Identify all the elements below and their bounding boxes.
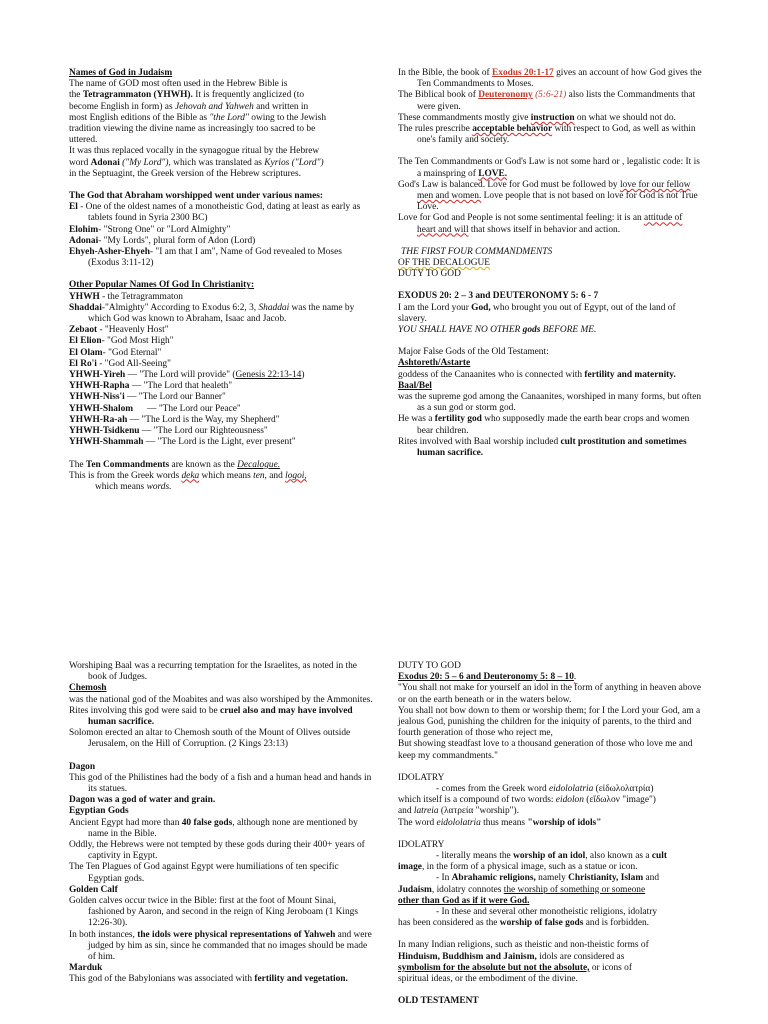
paragraph-line: The name of GOD most often used in the Hebrew Bible is [69, 79, 288, 90]
name-entry: YHWH-Shammah — "The Lord is the Light, ever present" [69, 437, 296, 448]
paragraph: goddess of the Canaanites who is connected with fertility and maternity. [398, 369, 676, 380]
subheading: Other Popular Names Of God In Christianity: [69, 280, 255, 291]
paragraph-line: image, in the form of a physical image, such as a statue or icon. [398, 862, 638, 873]
false-god-name: Ashtoreth/Astarte [398, 358, 471, 369]
paragraph-line: other than God as if it were God. [398, 895, 530, 906]
section-heading: Names of God in Judaism [69, 68, 173, 78]
paragraph: In both instances, the idols were physical representations of Yahweh and were judged by him as sin, since he commanded that no images should be made of him. [69, 929, 372, 963]
commandments-heading: THE FIRST FOUR COMMANDMENTS [401, 246, 553, 257]
paragraph: Rites involved with Baal worship included cult prostitution and sometimes human sacrifice. [398, 436, 687, 459]
name-entry: El Ro'i - "God All-Seeing" [69, 358, 171, 369]
name-entry: YHWH-Yireh — "The Lord will provide" (Genesis 22:13-14) [69, 370, 305, 381]
idolatry-section [398, 661, 703, 1007]
paragraph-line: Judaism, idolatry connotes the worship of something or someone [398, 884, 646, 895]
paragraph-line: Hinduism, Buddhism and Jainism, idols are considered as [398, 951, 625, 962]
false-god-name: Dagon [69, 761, 96, 772]
names-of-god-section [69, 68, 374, 493]
name-entry: Shaddai-"Almighty" According to Exodus 6:2, 3, Shaddai was the name by which God was known to Abraham, Isaac and Jacob. [69, 302, 355, 325]
paragraph-line: which means words. [95, 481, 172, 492]
false-god-name: Egyptian Gods [69, 806, 129, 817]
paragraph-line: and latreia (λατρεία "worship"). [398, 806, 519, 817]
false-god-name: Golden Calf [69, 884, 118, 895]
paragraph-line: - literally means the worship of an idol, also known as a cult [436, 851, 667, 862]
paragraph-line: symbolism for the absolute but not the absolute, or icons of [398, 962, 632, 973]
paragraph: God's Law is balanced. Love for God must be followed by love for our fellow men and women. Love people that is not based on love for God is not True Love. [398, 179, 698, 213]
paragraph: Love for God and People is not some sentimental feeling: it is an attitude of heart and will that shows itself in behavior and action. [398, 213, 683, 235]
paragraph: Oddly, the Hebrews were not tempted by these gods during their 400+ years of captivity in Egypt. [69, 840, 365, 862]
paragraph: Rites involving this god were said to be cruel also and may have involved human sacrifice. [69, 705, 353, 728]
term-heading: IDOLATRY [398, 839, 445, 850]
paragraph: I am the Lord your God, who brought you out of Egypt, out of the land of slavery. [398, 302, 676, 324]
paragraph-line: in the Septuagint, the Greek version of the Hebrew scriptures. [69, 168, 301, 179]
paragraph-line: has been considered as the worship of false gods and is forbidden. [398, 918, 650, 929]
name-entry: YHWH-Shalom — "The Lord our Peace" [69, 403, 241, 414]
name-entry: Ehyeh-Asher-Ehyeh- "I am that I am", Name of God revealed to Moses (Exodus 3:11-12) [69, 247, 342, 269]
bible-reference-link[interactable]: Exodus 20:1-17 [492, 68, 554, 78]
paragraph: was the national god of the Moabites and was also worshiped by the Ammonites. [69, 694, 373, 705]
paragraph: These commandments mostly give instruction on what we should not do. [398, 112, 676, 123]
name-entry: Zebaot - "Heavenly Host" [69, 325, 169, 336]
paragraph: Golden calves occur twice in the Bible: first at the foot of Mount Sinai, fashioned by Aaron, and second in the reign of King Jeroboam (1 Kings 12:26-30). [69, 896, 358, 929]
paragraph: Dagon was a god of water and grain. [69, 795, 216, 806]
paragraph: Major False Gods of the Old Testament: [398, 347, 549, 358]
section-heading: DUTY TO GOD [398, 661, 461, 671]
paragraph: The Biblical book of Deuteronomy (5:6-21) also lists the Commandments that were given. [398, 90, 696, 112]
paragraph-line: The word eidololatria thus means "worship of idols" [398, 817, 602, 828]
false-god-name: Marduk [69, 963, 103, 974]
name-entry: YHWH - the Tetragrammaton [69, 291, 183, 302]
paragraph-line: which itself is a compound of two words: eidolon (εἴδωλον "image") [398, 795, 656, 806]
section-heading: OLD TESTAMENT [398, 996, 479, 1007]
name-entry: Elohim- "Strong One" or "Lord Almighty" [69, 224, 231, 235]
ten-commandments-section [398, 68, 703, 459]
paragraph: YOU SHALL HAVE NO OTHER gods BEFORE ME. [398, 325, 597, 336]
paragraph: The Ten Commandments or God's Law is not some hard or , legalistic code: It is a mainspring of LOVE. [398, 157, 700, 179]
name-entry: El Olam- "God Eternal" [69, 347, 162, 358]
commandments-heading: OF THE DECALOGUE [398, 258, 491, 269]
paragraph: The rules prescribe acceptable behavior with respect to God, as well as within one's family and society. [398, 124, 696, 146]
paragraph-line: tradition viewing the divine name as increasingly too sacred to be [69, 124, 316, 135]
name-entry: Adonai- "My Lords", plural form of Adon (Lord) [69, 235, 256, 246]
scripture-reference: Exodus 20: 5 – 6 and Deuteronomy 5: 8 – 10. [398, 672, 577, 683]
paragraph: Solomon erected an altar to Chemosh south of the Mount of Olives outside Jerusalem, on the Hill of Corruption. (2 Kings 23:13) [69, 728, 351, 750]
term-heading: IDOLATRY [398, 772, 445, 783]
paragraph-line: The Ten Commandments are known as the Decalogue. [69, 459, 281, 470]
scripture-quote: You shall not bow down to them or worship them; for I the Lord your God, am a jealous God, punishing the children for the iniquity of parents, to the third and fourth generation of those who reject me, [398, 705, 701, 739]
paragraph-line: uttered. [69, 135, 98, 146]
paragraph: This god of the Philistines had the body of a fish and a human head and hands in its statues. [69, 772, 372, 795]
false-god-name: Chemosh [69, 683, 107, 694]
paragraph-line: word Adonai ("My Lord"), which was translated as Kyrios ("Lord") [69, 157, 324, 168]
paragraph: was the supreme god among the Canaanites, worshiped in many forms, but often as a sun god or storm god. [398, 392, 702, 414]
paragraph: In the Bible, the book of Exodus 20:1-17 gives an account of how God gives the Ten Commandments to Moses. [398, 68, 702, 90]
paragraph-line: most English editions of the Bible as "the Lord" owing to the Jewish [69, 112, 327, 123]
paragraph-line: spiritual ideas, or the embodiment of the divine. [398, 974, 578, 985]
subheading: The God that Abraham worshipped went under various names: [69, 191, 324, 202]
paragraph-line: become English in form) as Jehovah and Yahweh and written in [69, 101, 309, 112]
paragraph: He was a fertility god who supposedly made the earth bear crops and women bear children. [398, 414, 690, 436]
paragraph-line: It was thus replaced vocally in the synagogue ritual by the Hebrew [69, 146, 320, 157]
false-god-name: Baal/Bel [398, 380, 432, 391]
paragraph: Worshiping Baal was a recurring temptation for the Israelites, as noted in the book of Judges. [69, 661, 357, 683]
paragraph: The Ten Plagues of God against Egypt were humiliations of ten specific Egyptian gods. [69, 862, 339, 884]
bible-reference-link[interactable]: Deuteronomy [478, 90, 533, 101]
name-entry: El - One of the oldest names of a monotheistic God, dating at least as early as tablets found in Syria 2300 BC) [69, 202, 361, 224]
scripture-reference: EXODUS 20: 2 – 3 and DEUTERONOMY 5: 6 - 7 [398, 291, 599, 302]
commandments-heading: DUTY TO GOD [398, 269, 461, 280]
paragraph: Ancient Egypt had more than 40 false gods, although none are mentioned by name in the Bible. [69, 817, 358, 839]
paragraph-line: In many Indian religions, such as theistic and non-theistic forms of [398, 940, 649, 951]
bible-reference-link[interactable]: Genesis 22:13-14 [235, 370, 302, 381]
paragraph-line: This is from the Greek words deka which means ten, and logoi, [69, 470, 307, 481]
paragraph: This god of the Babylonians was associated with fertility and vegetation. [69, 974, 348, 985]
name-entry: YHWH-Rapha — "The Lord that healeth" [69, 381, 233, 392]
name-entry: YHWH-Niss'i — "The Lord our Banner" [69, 392, 226, 403]
name-entry: El Elion- "God Most High" [69, 336, 174, 347]
scripture-quote: "You shall not make for yourself an idol in the form of anything in heaven above or on the earth beneath or in the waters below. [398, 683, 702, 705]
paragraph-line: - In these and several other monotheistic religions, idolatry [436, 907, 658, 918]
false-gods-section [69, 661, 374, 986]
paragraph-line: - comes from the Greek word eidololatria (εἰδωλολατρία) [436, 784, 654, 795]
scripture-quote: But showing steadfast love to a thousand generation of those who love me and keep my commandments." [398, 739, 693, 761]
name-entry: YHWH-Tsidkenu — "The Lord our Righteousness" [69, 426, 268, 437]
name-entry: YHWH-Ra-ah — "The Lord is the Way, my Shepherd" [69, 414, 280, 425]
paragraph-line: - In Abrahamic religions, namely Christianity, Islam and [436, 873, 660, 884]
paragraph-line: the Tetragrammaton (YHWH). It is frequently anglicized (to [69, 90, 305, 101]
